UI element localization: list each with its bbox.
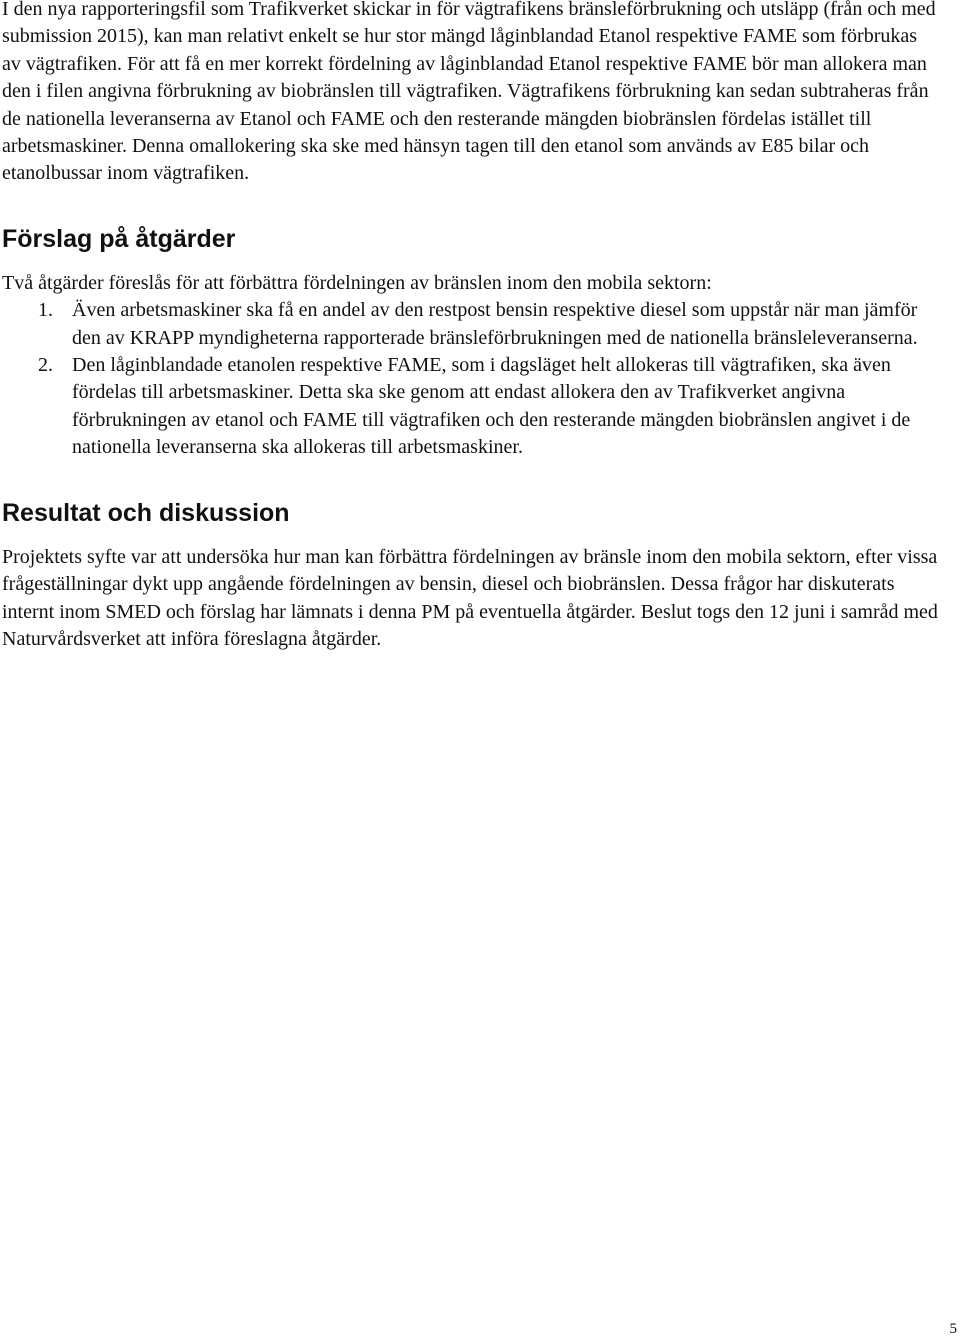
section-heading-results: Resultat och diskussion xyxy=(2,498,290,527)
measures-lead-text: Två åtgärder föreslås för att förbättra fördelningen av bränslen inom den mobila sektorn: xyxy=(2,271,712,294)
measures-list xyxy=(2,297,940,461)
list-item xyxy=(2,297,940,352)
page-number: 5 xyxy=(949,1321,957,1337)
list-item-text: Den låginblandade etanolen respektive FAME, som i dagsläget helt allokeras till vägtrafiken, ska även fördelas till arbetsmaskiner. Detta ska ske genom att endast allokera den av Trafikverket angivna förbrukningen av etanol och FAME till vägtrafiken och den resterande mängden biobränslen angivet i de nationella leveranserna ska allokeras till arbetsmaskiner. xyxy=(72,354,911,459)
list-item xyxy=(2,352,940,462)
list-item-text: Även arbetsmaskiner ska få en andel av den restpost bensin respektive diesel som uppstår när man jämför den av KRAPP myndigheterna rapporterade bränsleförbrukningen med de nationella bränsleleveranserna. xyxy=(72,299,918,349)
intro-paragraph: I den nya rapporteringsfil som Trafikverket skickar in för vägtrafikens bränsleförbrukning och utsläpp (från och med submission 2015), kan man relativt enkelt se hur stor mängd låginblandad Etanol respektive FAME som förbrukas av vägtrafiken. För att få en mer korrekt fördelning av låginblandad Etanol respektive FAME bör man allokera man den i filen angivna förbrukning av biobränslen till vägtrafiken. Vägtrafikens förbrukning kan sedan subtraheras från de nationella leveranserna av Etanol och FAME och den resterande mängden biobränslen fördelas istället till arbetsmaskiner. Denna omallokering ska ske med hänsyn tagen till den etanol som används av E85 bilar och etanolbussar inom vägtrafiken. xyxy=(2,0,936,185)
list-item-number: 1. xyxy=(38,299,53,322)
results-paragraph: Projektets syfte var att undersöka hur man kan förbättra fördelningen av bränsle inom den mobila sektorn, efter vissa frågeställningar dykt upp angående fördelningen av bensin, diesel och biobränslen. Dessa frågor har diskuterats internt inom SMED och förslag har lämnats i denna PM på eventuella åtgärder. Beslut togs den 12 juni i samråd med Naturvårdsverket att införa föreslagna åtgärder. xyxy=(2,545,938,650)
section-heading-measures: Förslag på åtgärder xyxy=(2,224,236,253)
list-item-number: 2. xyxy=(38,354,53,377)
